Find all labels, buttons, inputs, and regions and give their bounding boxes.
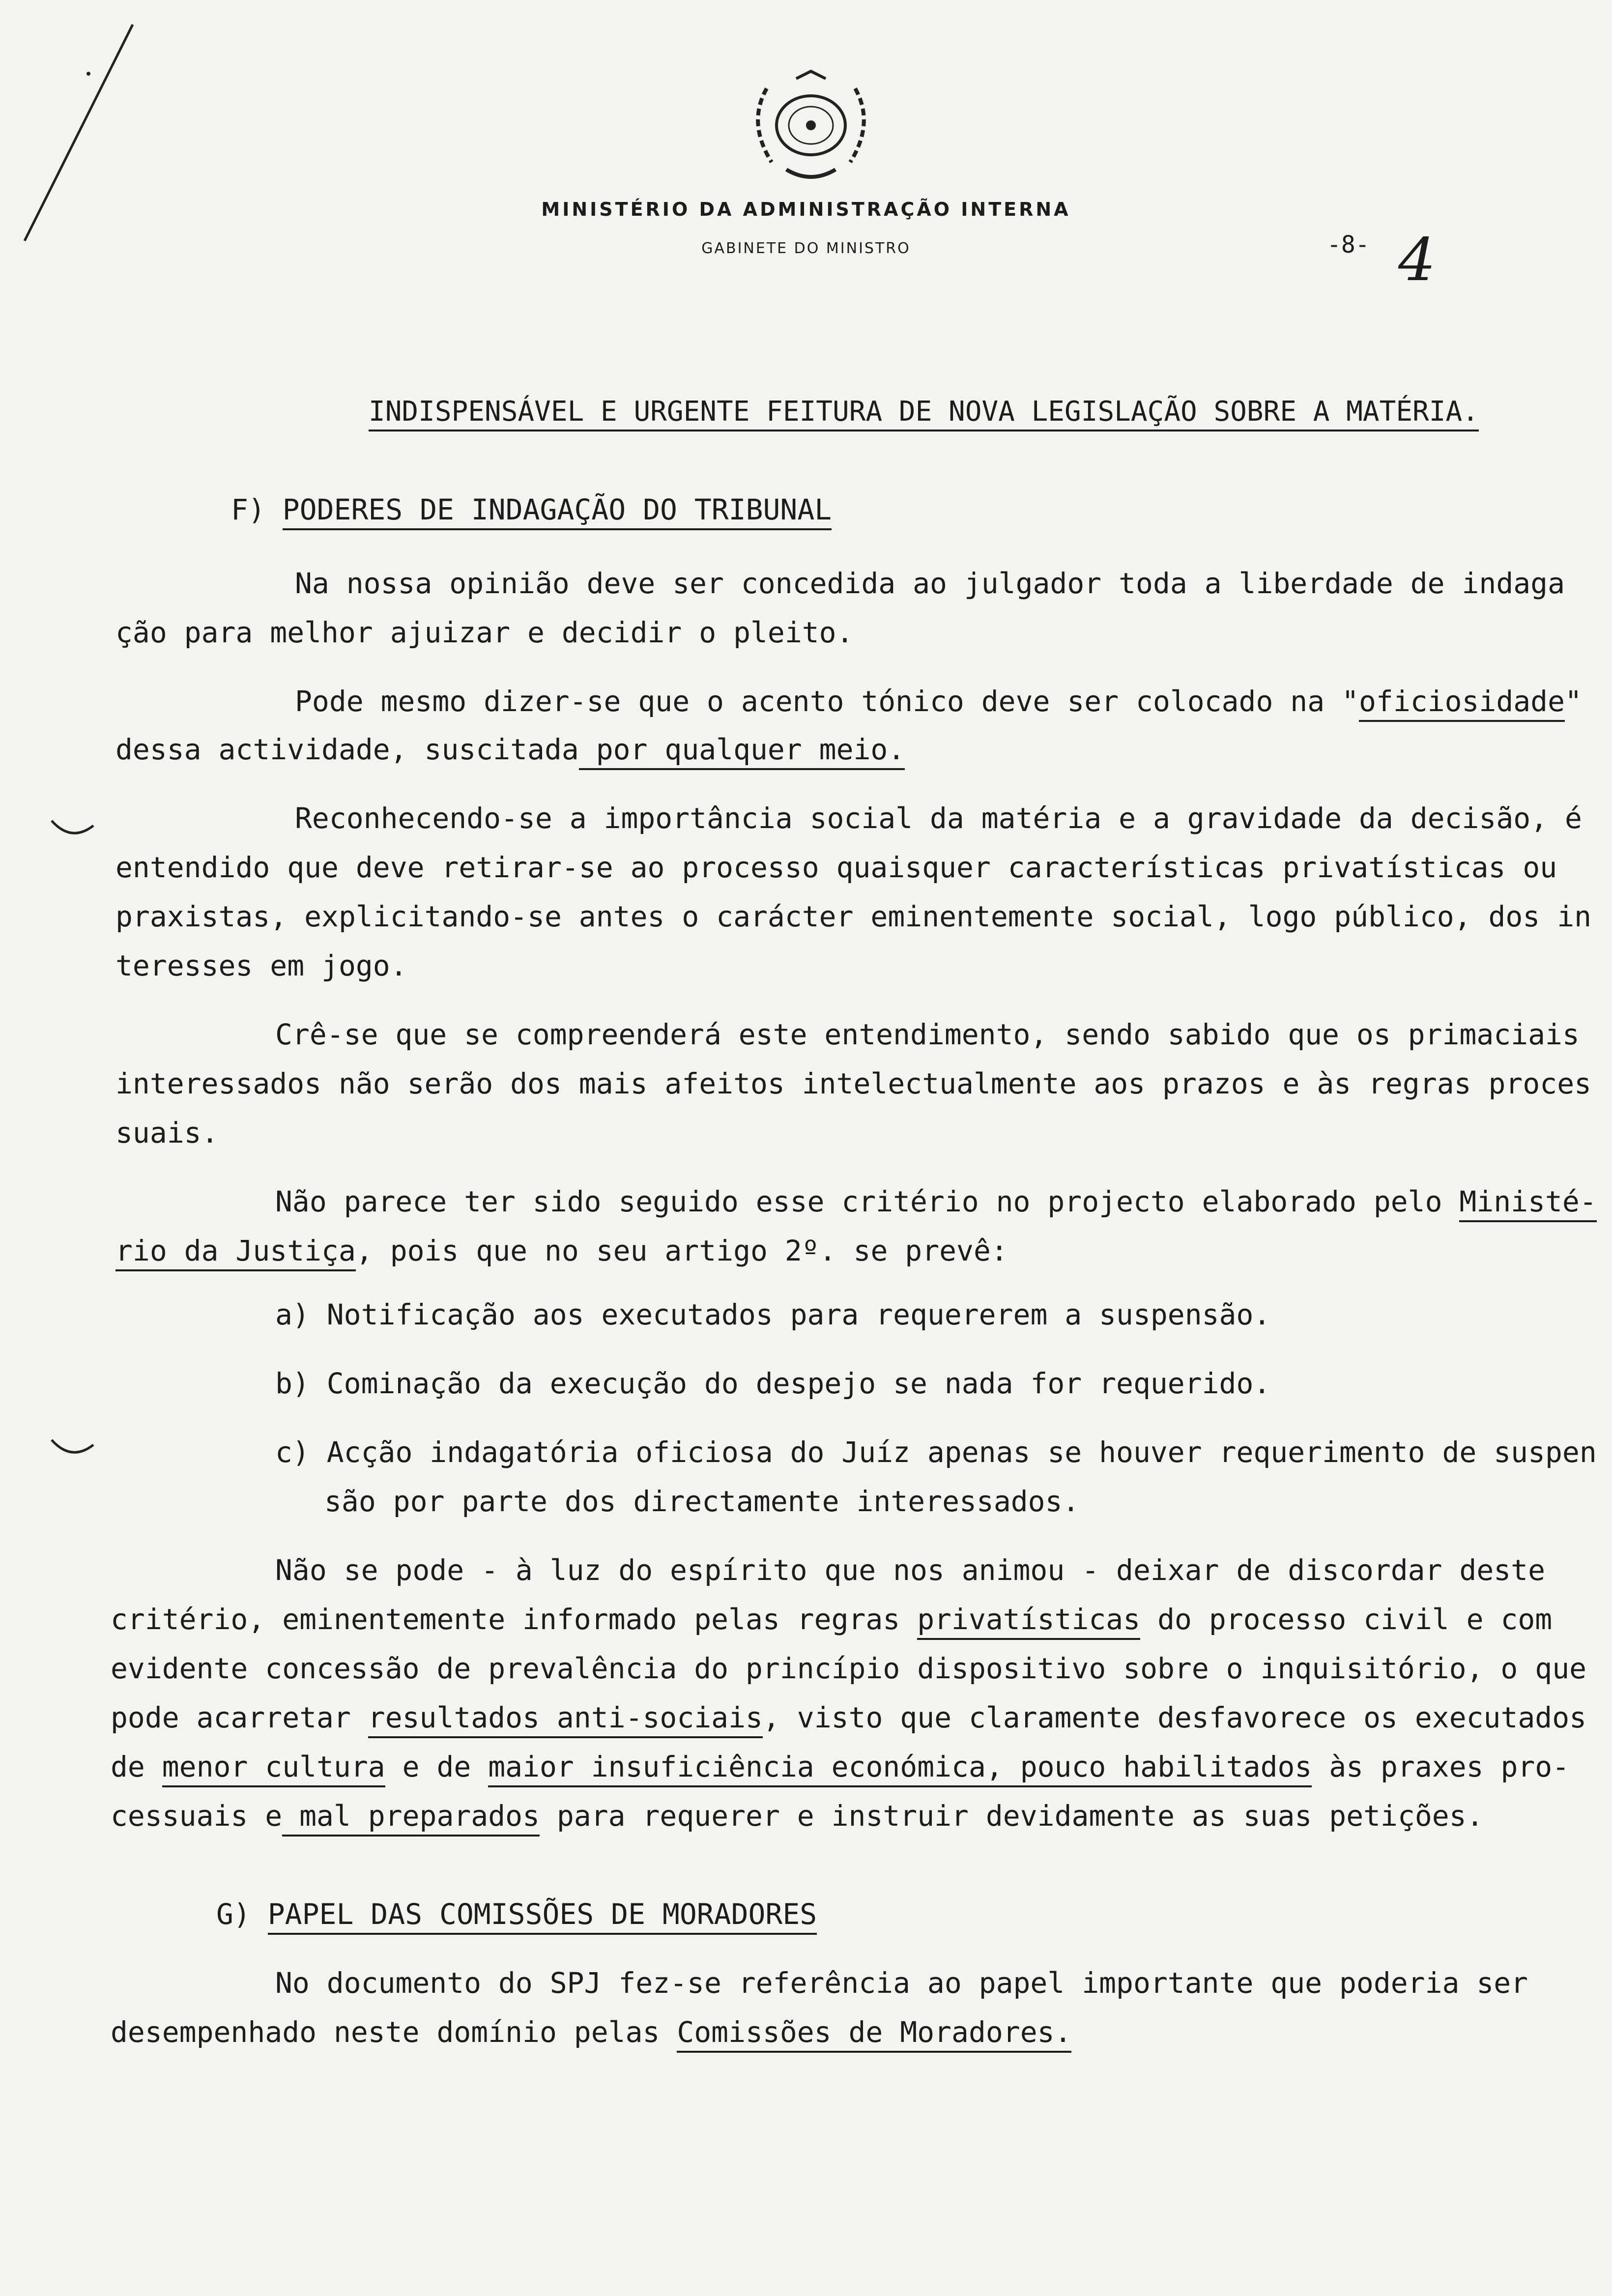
section-heading: F) PODERES DE INDAGAÇÃO DO TRIBUNAL: [231, 495, 832, 524]
paragraph-line: critério, eminentemente informado pelas regras privatísticas do processo civil e com: [111, 1605, 1552, 1634]
list-item-continuation: são por parte dos directamente interessados.: [324, 1485, 1080, 1518]
list-item: a) Notificação aos executados para requererem a suspensão.: [275, 1298, 1271, 1331]
margin-tick-mark: [49, 816, 98, 845]
paragraph-line: Não se pode - à luz do espírito que nos animou - deixar de discordar deste: [275, 1553, 1546, 1587]
ministry-name: MINISTÉRIO DA ADMINISTRAÇÃO INTERNA: [541, 199, 1071, 220]
paragraph-line: evidente concessão de prevalência do princípio dispositivo sobre o inquisitório, o que: [111, 1652, 1587, 1685]
handwritten-page-mark: 4: [1398, 226, 1436, 294]
office-name: GABINETE DO MINISTRO: [701, 240, 911, 257]
paragraph-line: Crê-se que se compreenderá este entendimento, sendo sabido que os primaciais: [275, 1018, 1580, 1051]
list-item: b) Cominação da execução do despejo se nada for requerido.: [275, 1367, 1271, 1400]
document-title: INDISPENSÁVEL E URGENTE FEITURA DE NOVA LEGISLAÇÃO SOBRE A MATÉRIA.: [369, 398, 1479, 426]
paragraph-line: de menor cultura e de maior insuficiência económica, pouco habilitados às praxes pro-: [111, 1752, 1569, 1781]
paragraph-line: Reconhecendo-se a importância social da matéria e a gravidade da decisão, é: [295, 802, 1582, 835]
paragraph-line: rio da Justiça, pois que no seu artigo 2º. se prevê:: [115, 1236, 1008, 1265]
margin-tick-mark: [49, 1435, 98, 1464]
paragraph-line: praxistas, explicitando-se antes o carácter eminentemente social, logo público, dos in: [115, 900, 1592, 933]
paragraph-line: Na nossa opinião deve ser concedida ao julgador toda a liberdade de indaga: [295, 567, 1565, 600]
paragraph-line: cessuais e mal preparados para requerer e instruir devidamente as suas petições.: [111, 1802, 1484, 1830]
paragraph-line: ção para melhor ajuizar e decidir o pleito.: [115, 616, 854, 649]
paragraph-line: teresses em jogo.: [115, 949, 407, 982]
paragraph-line: interessados não serão dos mais afeitos intelectualmente aos prazos e às regras proces: [115, 1067, 1592, 1100]
paragraph-line: entendido que deve retirar-se ao processo quaisquer características privatísticas ou: [115, 851, 1557, 884]
paragraph-line: dessa actividade, suscitada por qualquer meio.: [115, 735, 905, 764]
paragraph-line: pode acarretar resultados anti-sociais, visto que claramente desfavorece os executados: [111, 1703, 1586, 1732]
paragraph-line: desempenhado neste domínio pelas Comissões de Moradores.: [111, 2018, 1071, 2046]
paragraph-line: No documento do SPJ fez-se referência ao papel importante que poderia ser: [275, 1966, 1528, 2000]
coat-of-arms-emblem: [737, 69, 885, 182]
paragraph-line: Não parece ter sido seguido esse critério no projecto elaborado pelo Ministé-: [275, 1187, 1597, 1216]
page-number: -8-: [1327, 231, 1370, 258]
paragraph-line: Pode mesmo dizer-se que o acento tónico deve ser colocado na "oficiosidade": [295, 687, 1582, 716]
list-item: c) Acção indagatória oficiosa do Juíz apenas se houver requerimento de suspen: [275, 1435, 1597, 1469]
paragraph-line: suais.: [115, 1116, 219, 1149]
section-heading: G) PAPEL DAS COMISSÕES DE MORADORES: [216, 1900, 817, 1928]
